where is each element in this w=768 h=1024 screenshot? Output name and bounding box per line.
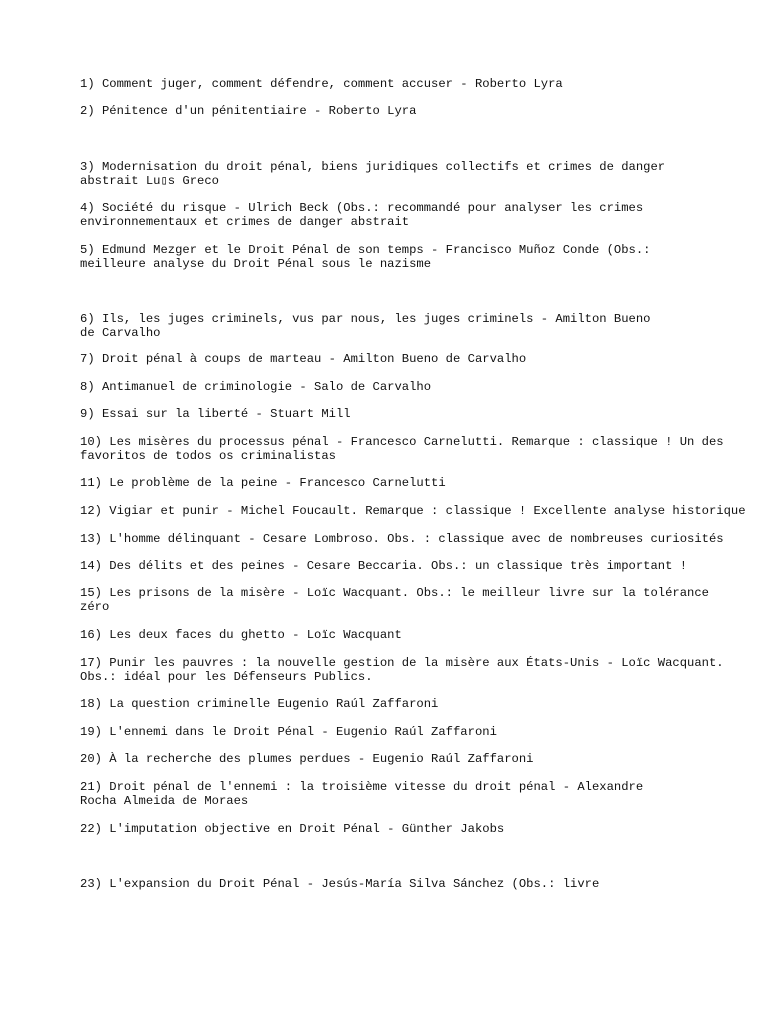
bibliography-entry-22	[80, 822, 768, 836]
entry-line: 11) Le problème de la peine - Francesco Carnelutti	[80, 476, 446, 490]
bibliography-entry-11	[80, 476, 768, 490]
entry-line: 3) Modernisation du droit pénal, biens juridiques collectifs et crimes de danger	[80, 160, 666, 174]
entry-line: 8) Antimanuel de criminologie - Salo de Carvalho	[80, 380, 432, 394]
bibliography-entry-14	[80, 559, 768, 573]
bibliography-entry-15	[80, 586, 768, 614]
entry-line: Obs.: idéal pour les Défenseurs Publics.	[80, 670, 373, 684]
entry-line: 1) Comment juger, comment défendre, comment accuser - Roberto Lyra	[80, 77, 563, 91]
entry-line: zéro	[80, 600, 110, 614]
bibliography-entry-17	[80, 656, 768, 684]
entry-line: 23) L'expansion du Droit Pénal - Jesús-María Silva Sánchez (Obs.: livre	[80, 877, 600, 891]
entry-line: 12) Vigiar et punir - Michel Foucault. Remarque : classique ! Excellente analyse historique	[80, 504, 746, 518]
entry-line: favoritos de todos os criminalistas	[80, 449, 336, 463]
entry-line: 20) À la recherche des plumes perdues - Eugenio Raúl Zaffaroni	[80, 752, 534, 766]
bibliography-entry-13	[80, 532, 768, 546]
entry-line: 6) Ils, les juges criminels, vus par nous, les juges criminels - Amilton Bueno	[80, 312, 651, 326]
entry-line: 18) La question criminelle Eugenio Raúl Zaffaroni	[80, 697, 439, 711]
entry-line: 22) L'imputation objective en Droit Pénal - Günther Jakobs	[80, 822, 505, 836]
bibliography-entry-18	[80, 697, 768, 711]
bibliography-entry-1	[80, 77, 768, 91]
entry-line: 4) Société du risque - Ulrich Beck (Obs.: recommandé pour analyser les crimes	[80, 201, 644, 215]
entry-line: 2) Pénitence d'un pénitentiaire - Roberto Lyra	[80, 104, 417, 118]
entry-line: 19) L'ennemi dans le Droit Pénal - Eugenio Raúl Zaffaroni	[80, 725, 497, 739]
bibliography-entry-7	[80, 352, 768, 366]
entry-line: 9) Essai sur la liberté - Stuart Mill	[80, 407, 351, 421]
entry-line: 21) Droit pénal de l'ennemi : la troisième vitesse du droit pénal - Alexandre	[80, 780, 644, 794]
entry-line: abstrait Lu▯s Greco	[80, 174, 219, 188]
entry-line: 16) Les deux faces du ghetto - Loïc Wacquant	[80, 628, 402, 642]
entry-line: environnementaux et crimes de danger abstrait	[80, 215, 410, 229]
entry-line: meilleure analyse du Droit Pénal sous le nazisme	[80, 257, 432, 271]
entry-line: 7) Droit pénal à coups de marteau - Amilton Bueno de Carvalho	[80, 352, 527, 366]
bibliography-entry-21	[80, 780, 768, 808]
bibliography-entry-10	[80, 435, 768, 463]
bibliography-entry-6	[80, 312, 768, 340]
bibliography-entry-20	[80, 752, 768, 766]
entry-line: 15) Les prisons de la misère - Loïc Wacquant. Obs.: le meilleur livre sur la tolérance	[80, 586, 709, 600]
entry-line: 10) Les misères du processus pénal - Francesco Carnelutti. Remarque : classique ! Un des	[80, 435, 724, 449]
entry-line: Rocha Almeida de Moraes	[80, 794, 249, 808]
bibliography-entry-23	[80, 877, 768, 891]
entry-line: de Carvalho	[80, 326, 161, 340]
bibliography-entry-12	[80, 504, 768, 518]
bibliography-entry-3	[80, 160, 768, 188]
bibliography-entry-19	[80, 725, 768, 739]
bibliography-entry-5	[80, 243, 768, 271]
entry-line: 5) Edmund Mezger et le Droit Pénal de son temps - Francisco Muñoz Conde (Obs.:	[80, 243, 651, 257]
bibliography-entry-2	[80, 104, 768, 118]
bibliography-entry-4	[80, 201, 768, 229]
bibliography-entry-16	[80, 628, 768, 642]
entry-line: 13) L'homme délinquant - Cesare Lombroso. Obs. : classique avec de nombreuses curiosités	[80, 532, 724, 546]
bibliography-entry-8	[80, 380, 768, 394]
entry-line: 17) Punir les pauvres : la nouvelle gestion de la misère aux États-Unis - Loïc Wacquant.	[80, 656, 724, 670]
bibliography-entry-9	[80, 407, 768, 421]
entry-line: 14) Des délits et des peines - Cesare Beccaria. Obs.: un classique très important !	[80, 559, 688, 573]
